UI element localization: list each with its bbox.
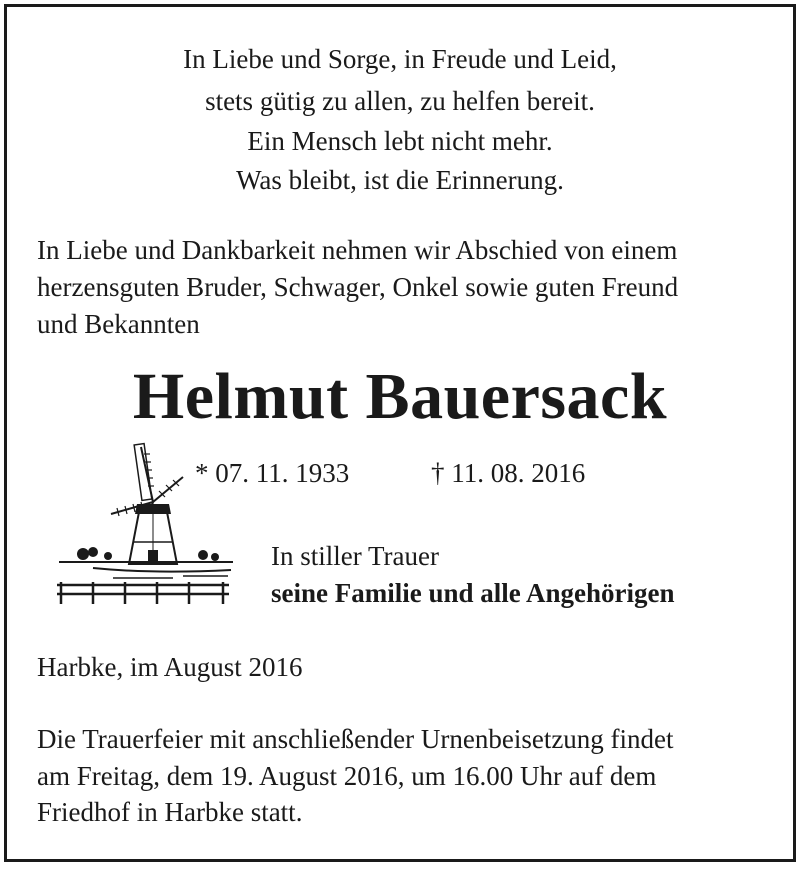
intro-line-1: In Liebe und Dankbarkeit nehmen wir Abschied von einem: [37, 235, 678, 265]
ceremony-line-2: am Freitag, dem 19. August 2016, um 16.00 Uhr auf dem: [37, 761, 657, 791]
ceremony-line-3: Friedhof in Harbke statt.: [37, 797, 303, 827]
place-date: Harbke, im August 2016: [37, 652, 303, 682]
mourners-line-2: seine Familie und alle Angehörigen: [271, 578, 675, 608]
intro-line-3: und Bekannten: [37, 309, 200, 339]
poem-line-1: In Liebe und Sorge, in Freude und Leid,: [183, 44, 617, 74]
poem-line-4: Was bleibt, ist die Erinnerung.: [236, 165, 564, 195]
birth-date: * 07. 11. 1933: [195, 458, 350, 488]
death-date: † 11. 08. 2016: [431, 458, 586, 488]
ceremony-line-1: Die Trauerfeier mit anschließender Urnenbeisetzung findet: [37, 724, 674, 754]
poem-line-3: Ein Mensch lebt nicht mehr.: [247, 126, 553, 156]
obituary-notice: [4, 4, 796, 862]
mourners-line-1: In stiller Trauer: [271, 541, 439, 571]
windmill-icon: [53, 442, 243, 612]
intro-line-2: herzensguten Bruder, Schwager, Onkel sowie guten Freund: [37, 272, 679, 302]
poem-line-2: stets gütig zu allen, zu helfen bereit.: [205, 86, 595, 116]
deceased-name: Helmut Bauersack: [132, 360, 668, 433]
